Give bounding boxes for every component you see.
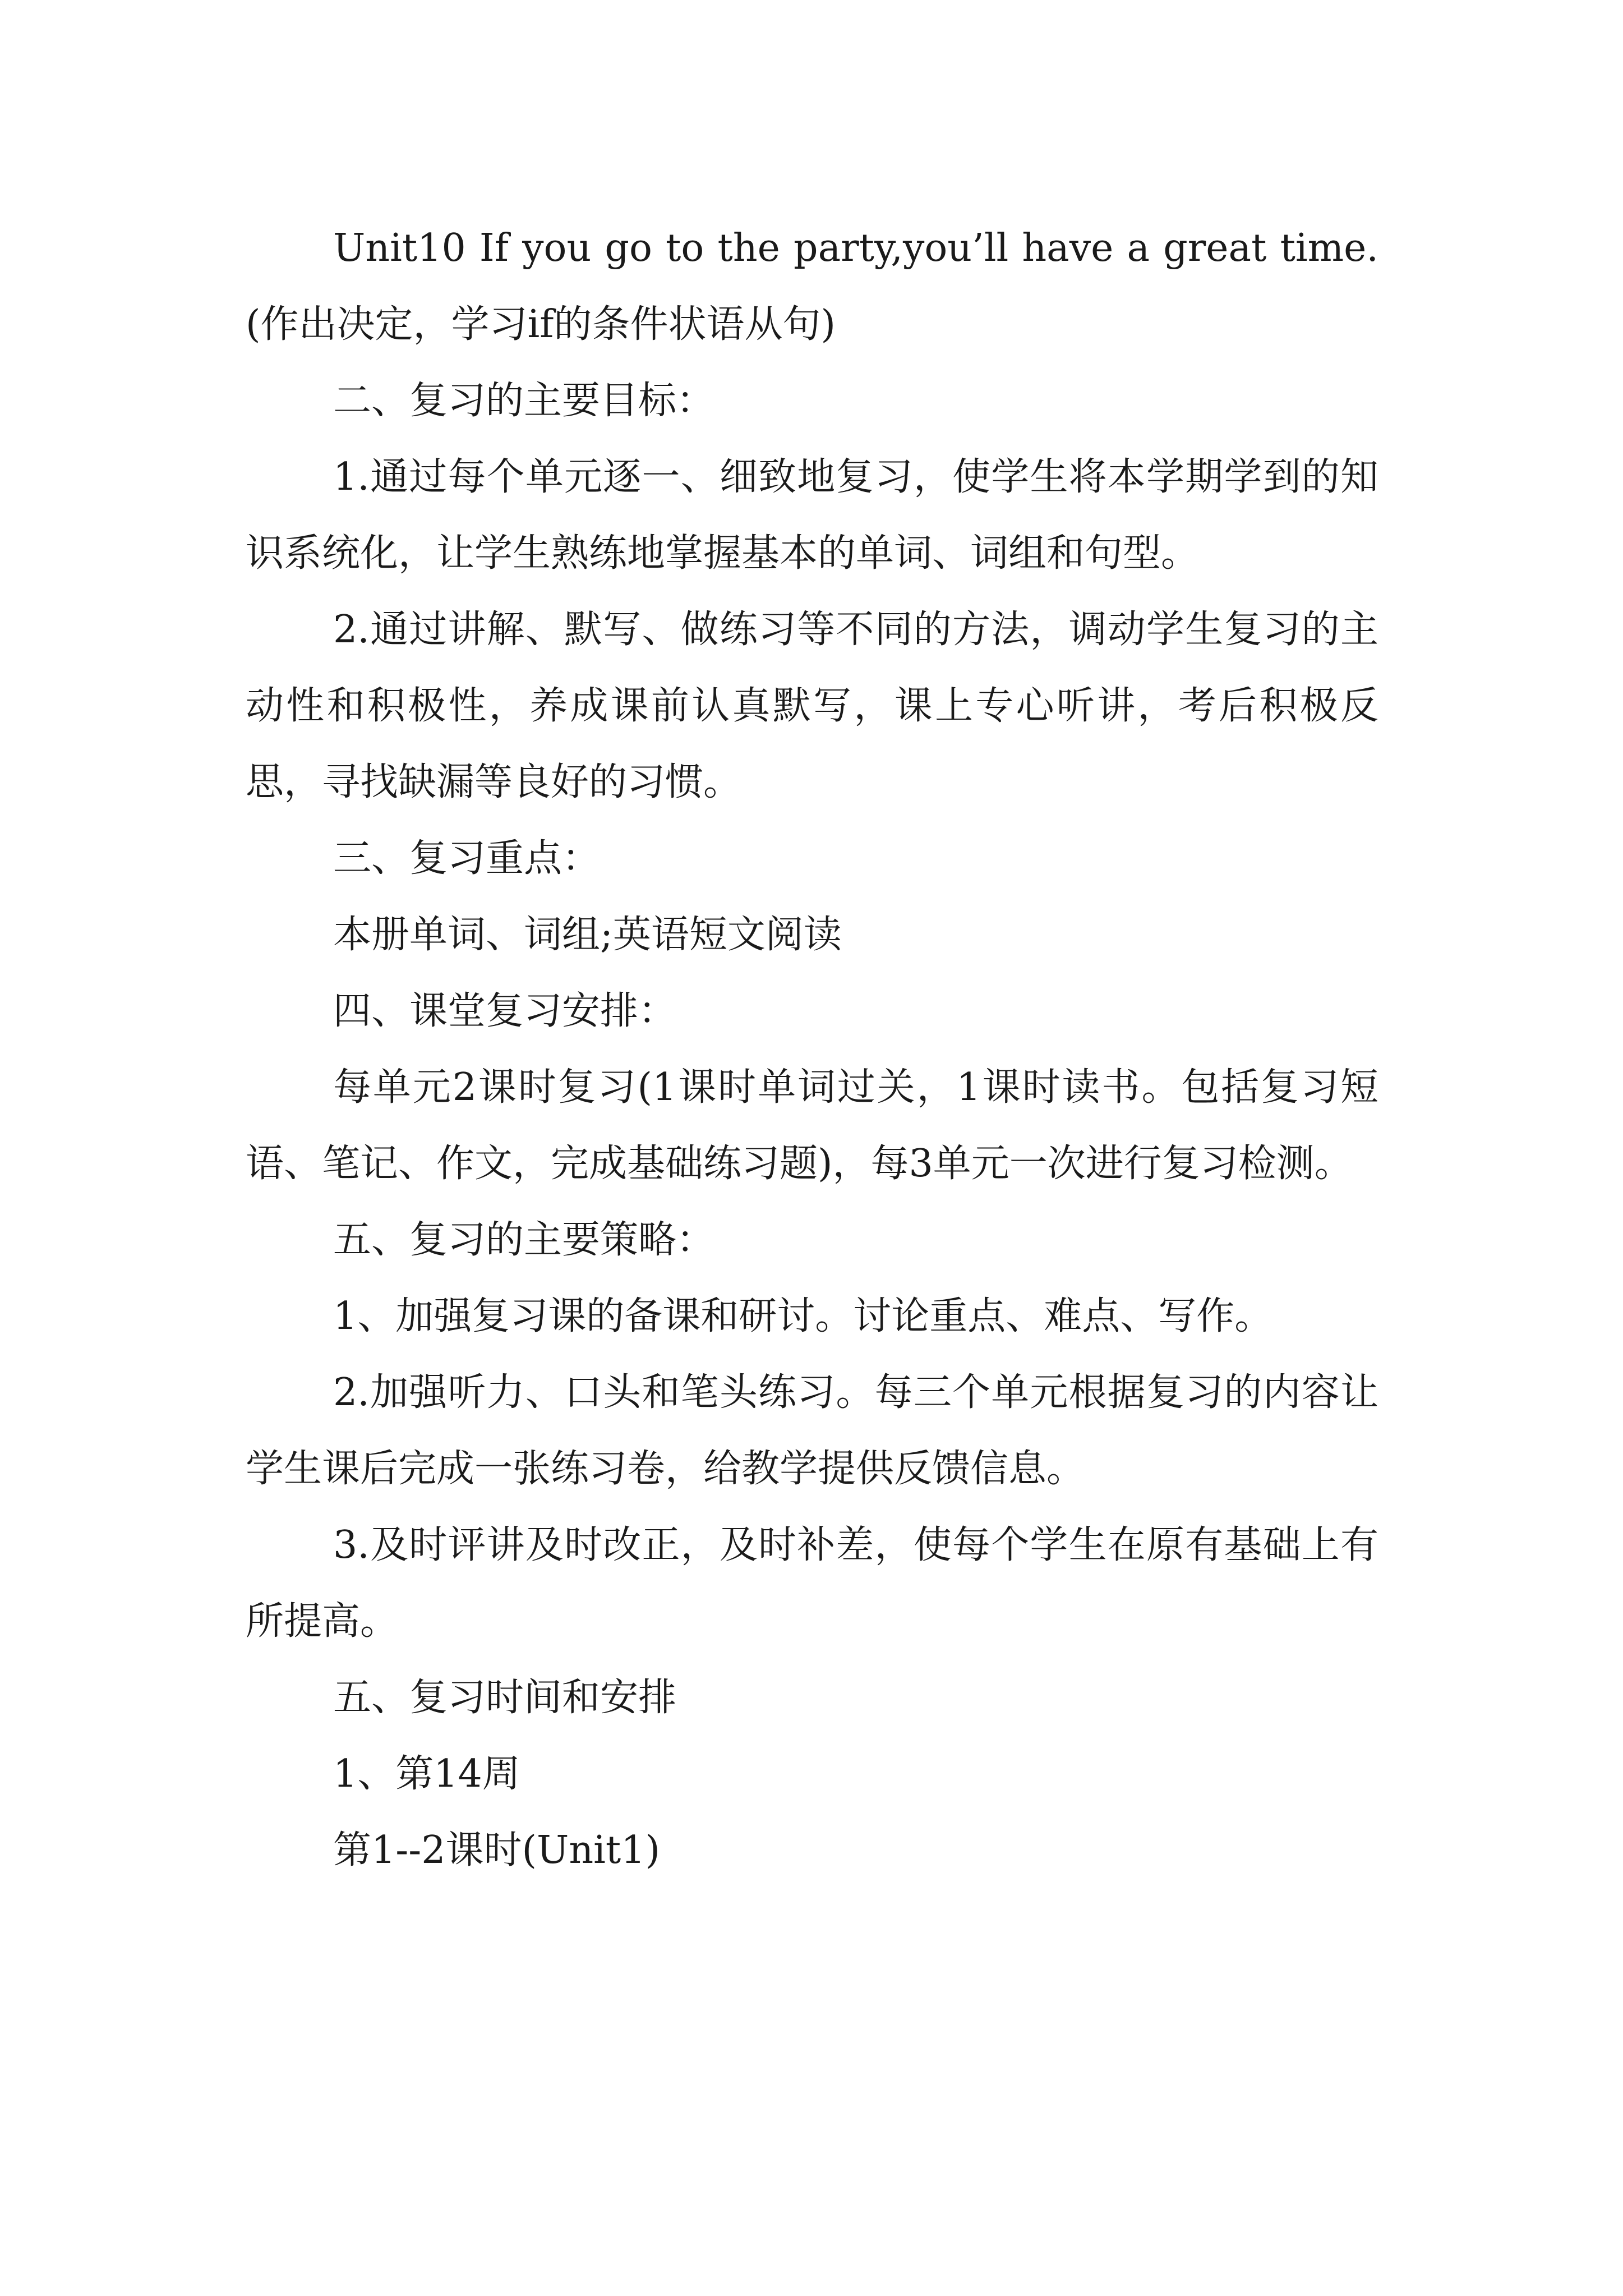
arrangement-text: 每单元2课时复习(1课时单词过关，1课时读书。包括复习短语、笔记、作文，完成基础练习题)，每3单元一次进行复习检测。 xyxy=(246,1065,1378,1186)
goal-item-1: 1.通过每个单元逐一、细致地复习，使学生将本学期学到的知识系统化，让学生熟练地掌握基本的单词、词组和句型。 xyxy=(246,455,1378,576)
strategy-item-2: 2.加强听力、口头和笔头练习。每三个单元根据复习的内容让学生课后完成一张练习卷，给教学提供反馈信息。 xyxy=(246,1370,1378,1491)
schedule-lesson: 第1--2课时(Unit1) xyxy=(333,1828,660,1872)
key-points-text: 本册单词、词组;英语短文阅读 xyxy=(333,913,842,957)
goal-item-2: 2.通过讲解、默写、做练习等不同的方法，调动学生复习的主动性和积极性，养成课前认真默写，课上专心听讲，考后积极反思，寻找缺漏等良好的习惯。 xyxy=(246,608,1378,804)
section-heading-key-points: 三、复习重点： xyxy=(333,836,601,881)
schedule-week: 1、第14周 xyxy=(333,1752,520,1796)
document-body xyxy=(246,210,1378,1889)
unit10-paragraph: Unit10 If you go to the party,you’ll have a great time.(作出决定，学习if的条件状语从句) xyxy=(246,226,1378,347)
section-heading-goals: 二、复习的主要目标： xyxy=(333,379,715,423)
section-heading-schedule: 五、复习时间和安排 xyxy=(333,1676,677,1720)
strategy-item-1: 1、加强复习课的备课和研讨。讨论重点、难点、写作。 xyxy=(333,1294,1273,1338)
section-heading-strategies: 五、复习的主要策略： xyxy=(333,1218,715,1262)
section-heading-arrangement: 四、课堂复习安排： xyxy=(333,989,677,1033)
strategy-item-3: 3.及时评讲及时改正，及时补差，使每个学生在原有基础上有所提高。 xyxy=(246,1523,1378,1644)
